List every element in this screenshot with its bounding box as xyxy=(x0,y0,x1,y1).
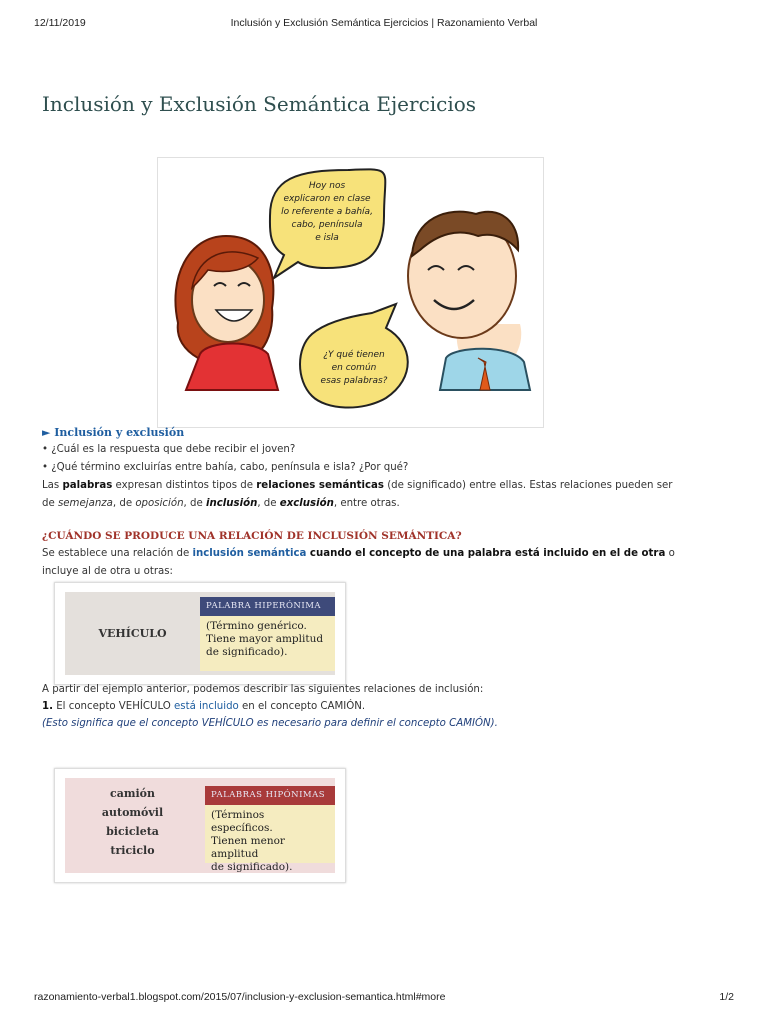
hyponym-header: PALABRAS HIPÓNIMAS xyxy=(205,786,335,805)
example-line-2: (Esto significa que el concepto VEHÍCULO es necesario para definir el concepto CAMIÓN). xyxy=(42,718,498,729)
bubble-top-line-5: e isla xyxy=(315,233,339,243)
bubble-bottom-line-1: ¿Y qué tienen xyxy=(323,350,385,360)
bubble-top-line-4: cabo, península xyxy=(291,220,363,230)
hyperonym-table-inner xyxy=(65,592,335,675)
hyponym-description: (Términos específicos. Tienen menor amplitud de significado). xyxy=(205,805,335,863)
intro-question-1: • ¿Cuál es la respuesta que debe recibir el joven? xyxy=(42,444,296,455)
bubble-top-line-1: Hoy nos xyxy=(308,181,346,191)
girl-character xyxy=(175,236,278,390)
hyponym-table xyxy=(54,768,346,883)
bubble-bottom-line-3: esas palabras? xyxy=(320,376,388,386)
header-date: 12/11/2019 xyxy=(34,17,86,29)
bubble-top-line-3: lo referente a bahía, xyxy=(281,207,373,217)
intro-paragraph-line-1: Las palabras expresan distintos tipos de relaciones semánticas (de significado) entre ellas. Estas relaciones pueden ser xyxy=(42,480,673,491)
bubble-bottom-line-2: en común xyxy=(331,363,377,373)
hyperonym-table xyxy=(54,582,346,685)
hyponym-word-3: bicicleta xyxy=(106,825,159,838)
section-heading: ¿CUÁNDO SE PRODUCE UNA RELACIÓN DE INCLUSIÓN SEMÁNTICA? xyxy=(42,530,462,542)
bubble-top-line-2: explicaron en clase xyxy=(283,194,371,204)
intro-question-2: • ¿Qué término excluirías entre bahía, cabo, península e isla? ¿Por qué? xyxy=(42,462,409,473)
hyponym-word-1: camión xyxy=(110,787,155,800)
comic-drawing xyxy=(158,158,543,427)
example-intro: A partir del ejemplo anterior, podemos describir las siguientes relaciones de inclusión: xyxy=(42,684,484,695)
hyponym-word-4: triciclo xyxy=(110,844,155,857)
hyponym-word-2: automóvil xyxy=(101,806,164,819)
footer-page-number: 1/2 xyxy=(719,991,734,1003)
comic-illustration xyxy=(157,157,544,428)
header-title: Inclusión y Exclusión Semántica Ejercicios | Razonamiento Verbal xyxy=(230,17,538,29)
intro-paragraph-line-2: de semejanza, de oposición, de inclusión, de exclusión, entre otras. xyxy=(42,498,400,509)
boy-character xyxy=(408,212,530,390)
hyperonym-header: PALABRA HIPERÓNIMA xyxy=(200,597,335,616)
hyponym-table-inner xyxy=(65,778,335,873)
example-line-1: 1. El concepto VEHÍCULO está incluido en el concepto CAMIÓN. xyxy=(42,701,366,712)
hyperonym-word: VEHÍCULO xyxy=(98,627,167,640)
section-line-1: Se establece una relación de inclusión semántica cuando el concepto de una palabra está incluido en el de otra o xyxy=(42,548,675,559)
hyperonym-description: (Término genérico. Tiene mayor amplitud de significado). xyxy=(200,616,335,671)
intro-heading: ► Inclusión y exclusión xyxy=(42,426,185,439)
footer-url: razonamiento-verbal1.blogspot.com/2015/07/inclusion-y-exclusion-semantica.html#more xyxy=(34,991,446,1003)
page-title: Inclusión y Exclusión Semántica Ejercicios xyxy=(42,92,477,116)
hyponym-words xyxy=(65,784,200,873)
section-line-2: incluye al de otra u otras: xyxy=(42,566,173,577)
